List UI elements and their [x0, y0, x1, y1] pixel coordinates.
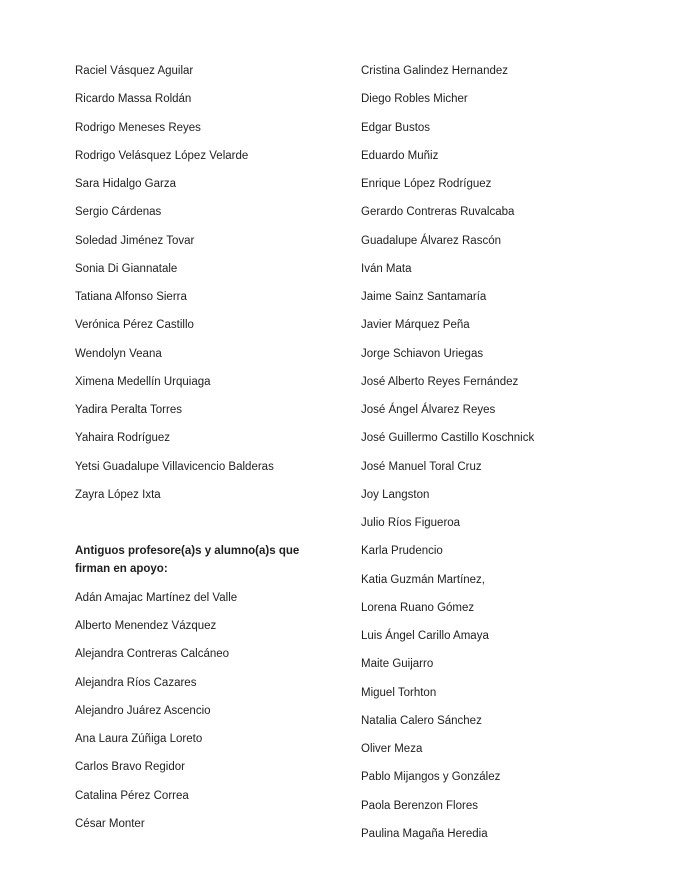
signatory-name: Ana Laura Zúñiga Loreto [75, 733, 203, 745]
signatory-name: José Ángel Álvarez Reyes [361, 404, 496, 416]
signatory-name: Tatiana Alfonso Sierra [75, 291, 187, 303]
signatory-name: Sara Hidalgo Garza [75, 178, 176, 190]
signatory-name: Sergio Cárdenas [75, 206, 162, 219]
signatory-name: Catalina Pérez Correa [75, 789, 189, 802]
signatory-name: Katia Guzmán Martínez, [361, 573, 485, 586]
signatory-name: Jaime Sainz Santamaría [361, 291, 487, 303]
signatory-name: Paulina Magaña Heredia [361, 827, 488, 840]
signatory-name: Alejandra Contreras Calcáneo [75, 648, 230, 661]
section-heading: Antiguos profesore(a)s y alumno(a)s que firman en apoyo: [75, 544, 300, 576]
signatory-name: Zayra López Ixta [75, 488, 161, 501]
signatory-name: Alejandra Ríos Cazares [75, 676, 197, 689]
signatory-name: Rodrigo Velásquez López Velarde [75, 149, 249, 162]
signatory-name: Edgar Bustos [361, 121, 431, 134]
signatory-name: Gerardo Contreras Ruvalcaba [361, 206, 515, 219]
signatory-name: Iván Mata [361, 262, 412, 275]
signatory-name: Joy Langston [361, 488, 430, 501]
signatory-name: Ricardo Massa Roldán [75, 93, 192, 106]
signatory-name: Lorena Ruano Gómez [361, 601, 475, 614]
signatory-name: Wendolyn Veana [75, 347, 162, 360]
signatory-name: Alejandro Juárez Ascencio [75, 704, 211, 717]
signatory-name: Luis Ángel Carillo Amaya [361, 630, 489, 642]
signatory-name: Natalia Calero Sánchez [361, 714, 482, 727]
signatory-name: Jorge Schiavon Uriegas [361, 347, 484, 360]
signatory-name: Miguel Torhton [361, 686, 437, 699]
signatory-name: Soledad Jiménez Tovar [75, 234, 195, 247]
signatory-name: José Alberto Reyes Fernández [361, 375, 519, 388]
signatory-name: José Guillermo Castillo Koschnick [361, 432, 535, 445]
signatory-name: Oliver Meza [361, 743, 423, 755]
signatory-name: Verónica Pérez Castillo [75, 319, 194, 332]
signatory-name: Adán Amajac Martínez del Valle [75, 591, 238, 604]
right-names-list [361, 62, 661, 843]
former-names-list [75, 589, 345, 833]
signatory-name: Pablo Mijangos y González [361, 771, 501, 784]
signatory-name: Cristina Galindez Hernandez [361, 65, 509, 77]
signatory-name: Yahaira Rodríguez [75, 432, 171, 445]
signatory-name: Carlos Bravo Regidor [75, 761, 185, 774]
signatory-name: Guadalupe Álvarez Rascón [361, 234, 501, 247]
signatory-name: Julio Ríos Figueroa [361, 517, 461, 529]
signatory-name: Diego Robles Micher [361, 93, 468, 106]
signatory-name: César Monter [75, 817, 145, 830]
signatory-name: Alberto Menendez Vázquez [75, 620, 217, 632]
signatory-name: Raciel Vásquez Aguilar [75, 65, 194, 77]
signatory-name: Rodrigo Meneses Reyes [75, 121, 201, 134]
signatory-name: Javier Márquez Peña [361, 319, 470, 332]
signatory-name: José Manuel Toral Cruz [361, 460, 482, 473]
signatory-name: Yadira Peralta Torres [75, 404, 182, 416]
signatory-name: Ximena Medellín Urquiaga [75, 375, 211, 388]
signatory-name: Eduardo Muñiz [361, 149, 439, 162]
right-column [361, 62, 661, 853]
signatory-name: Sonia Di Giannatale [75, 262, 178, 275]
signatory-name: Karla Prudencio [361, 545, 443, 558]
left-names-list [75, 62, 345, 504]
signatory-name: Paola Berenzon Flores [361, 799, 478, 812]
signatory-name: Enrique López Rodríguez [361, 178, 492, 190]
signatory-name: Yetsi Guadalupe Villavicencio Balderas [75, 460, 274, 473]
left-column [75, 62, 345, 843]
signatory-name: Maite Guijarro [361, 658, 434, 671]
